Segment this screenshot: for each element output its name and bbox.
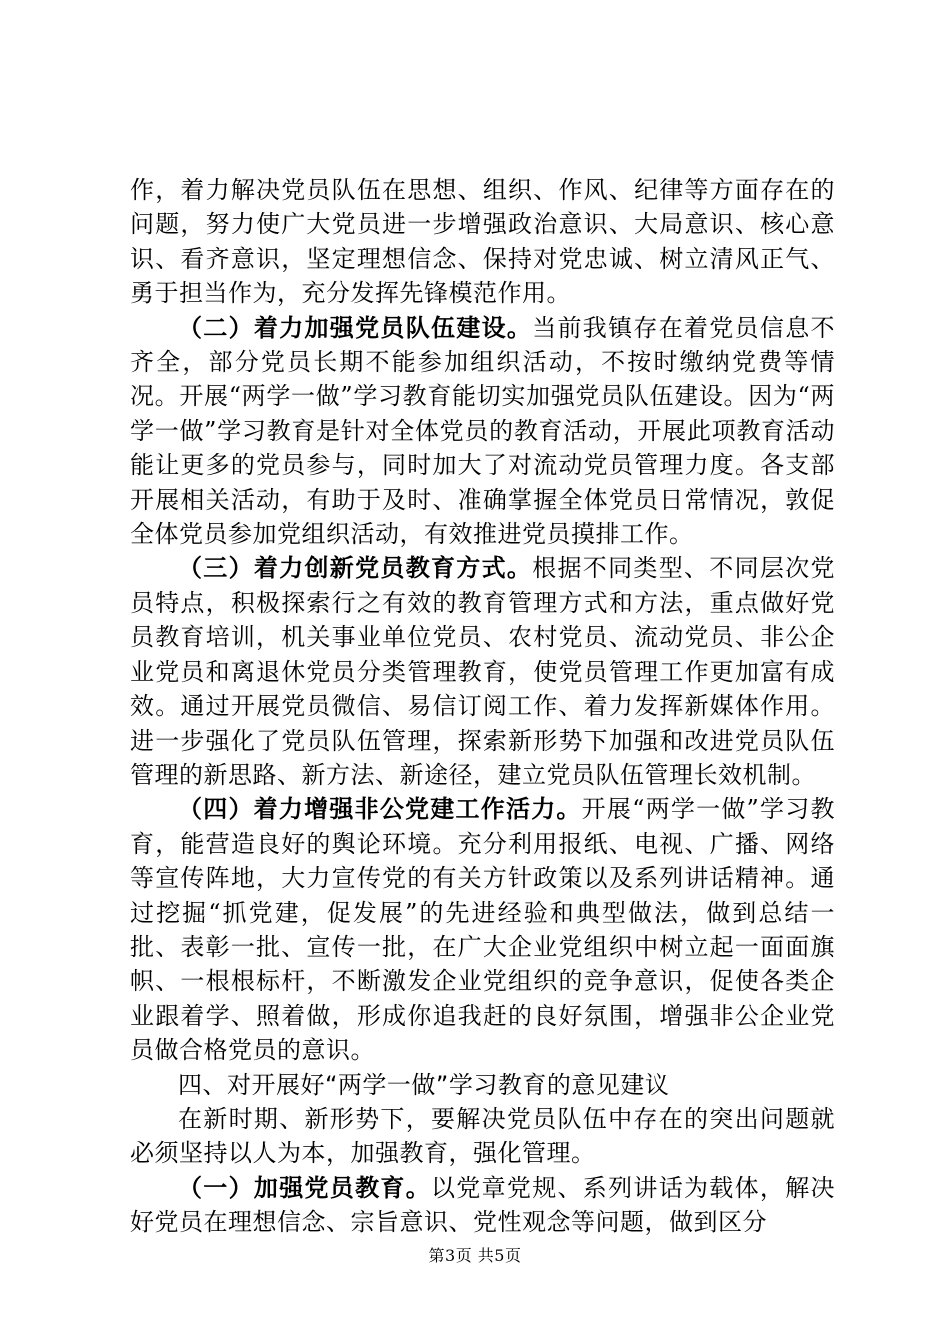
section-heading: 四、对开展好“两学一做”学习教育的意见建议 [178, 1070, 670, 1099]
paragraph-lead: （一）加强党员教育。 [178, 1172, 431, 1202]
paragraph-lead: （三）着力创新党员教育方式。 [178, 553, 533, 583]
paragraph-non-public [130, 792, 835, 1067]
paragraph-text: 根据不同类型、不同层次党员特点，积极探索行之有效的教育管理方式和方法，重点做好党员教育培训，机关事业单位党员、农村党员、流动党员、非公企业党员和离退休党员分类管理教育，使党员管理工作更加富有成效。通过开展党员微信、易信订阅工作、着力发挥新媒体作用。进一步强化了党员队伍管理，探索新形势下加强和改进党员队伍管理的新思路、新方法、新途径，建立党员队伍管理长效机制。 [130, 554, 836, 789]
paragraph-continued [130, 173, 835, 311]
paragraph-lead: （四）着力增强非公党建工作活力。 [178, 794, 582, 824]
paragraph-text: 以党章党规、系列讲话为载体，解决好党员在理想信念、宗旨意识、党性观念等问题，做到区分 [130, 1173, 835, 1237]
page-footer: 第3页 共5页 [428, 1246, 522, 1265]
paragraph-team-building [130, 311, 835, 552]
paragraph-text: 作，着力解决党员队伍在思想、组织、作风、纪律等方面存在的问题，努力使广大党员进一步增强政治意识、大局意识、核心意识、看齐意识，坚定理想信念、保持对党忠诚、树立清风正气、勇于担当作为，充分发挥先锋模范作用。 [130, 176, 835, 308]
paragraph-intro: 在新时期、新形势下，要解决党员队伍中存在的突出问题就必须坚持以人为本，加强教育，强化管理。 [130, 1104, 835, 1168]
paragraph-education-method [130, 551, 835, 792]
paragraph-text: 开展“两学一做”学习教育，能营造良好的舆论环境。充分利用报纸、电视、广播、网络等宣传阵地，大力宣传党的有关方针政策以及系列讲话精神。通过挖掘“抓党建，促发展”的先进经验和典型做法，做到总结一批、表彰一批、宣传一批，在广大企业党组织中树立起一面面旗帜、一根根标杆，不断激发企业党组织的竞争意识，促使各类企业跟着学、照着做，形成你追我赶的良好氛围，增强非公企业党员做合格党员的意识。 [130, 795, 836, 1065]
document-body [130, 173, 835, 1240]
paragraph-text: 当前我镇存在着党员信息不齐全，部分党员长期不能参加组织活动，不按时缴纳党费等情况。开展“两学一做”学习教育能切实加强党员队伍建设。因为“两学一做”学习教育是针对全体党员的教育活动，开展此项教育活动能让更多的党员参与，同时加大了对流动党员管理力度。各支部开展相关活动，有助于及时、准确掌握全体党员日常情况，敦促全体党员参加党组织活动，有效推进党员摸排工作。 [130, 313, 836, 549]
paragraph-strengthen-education [130, 1171, 835, 1240]
paragraph-lead: （二）着力加强党员队伍建设。 [178, 312, 533, 342]
